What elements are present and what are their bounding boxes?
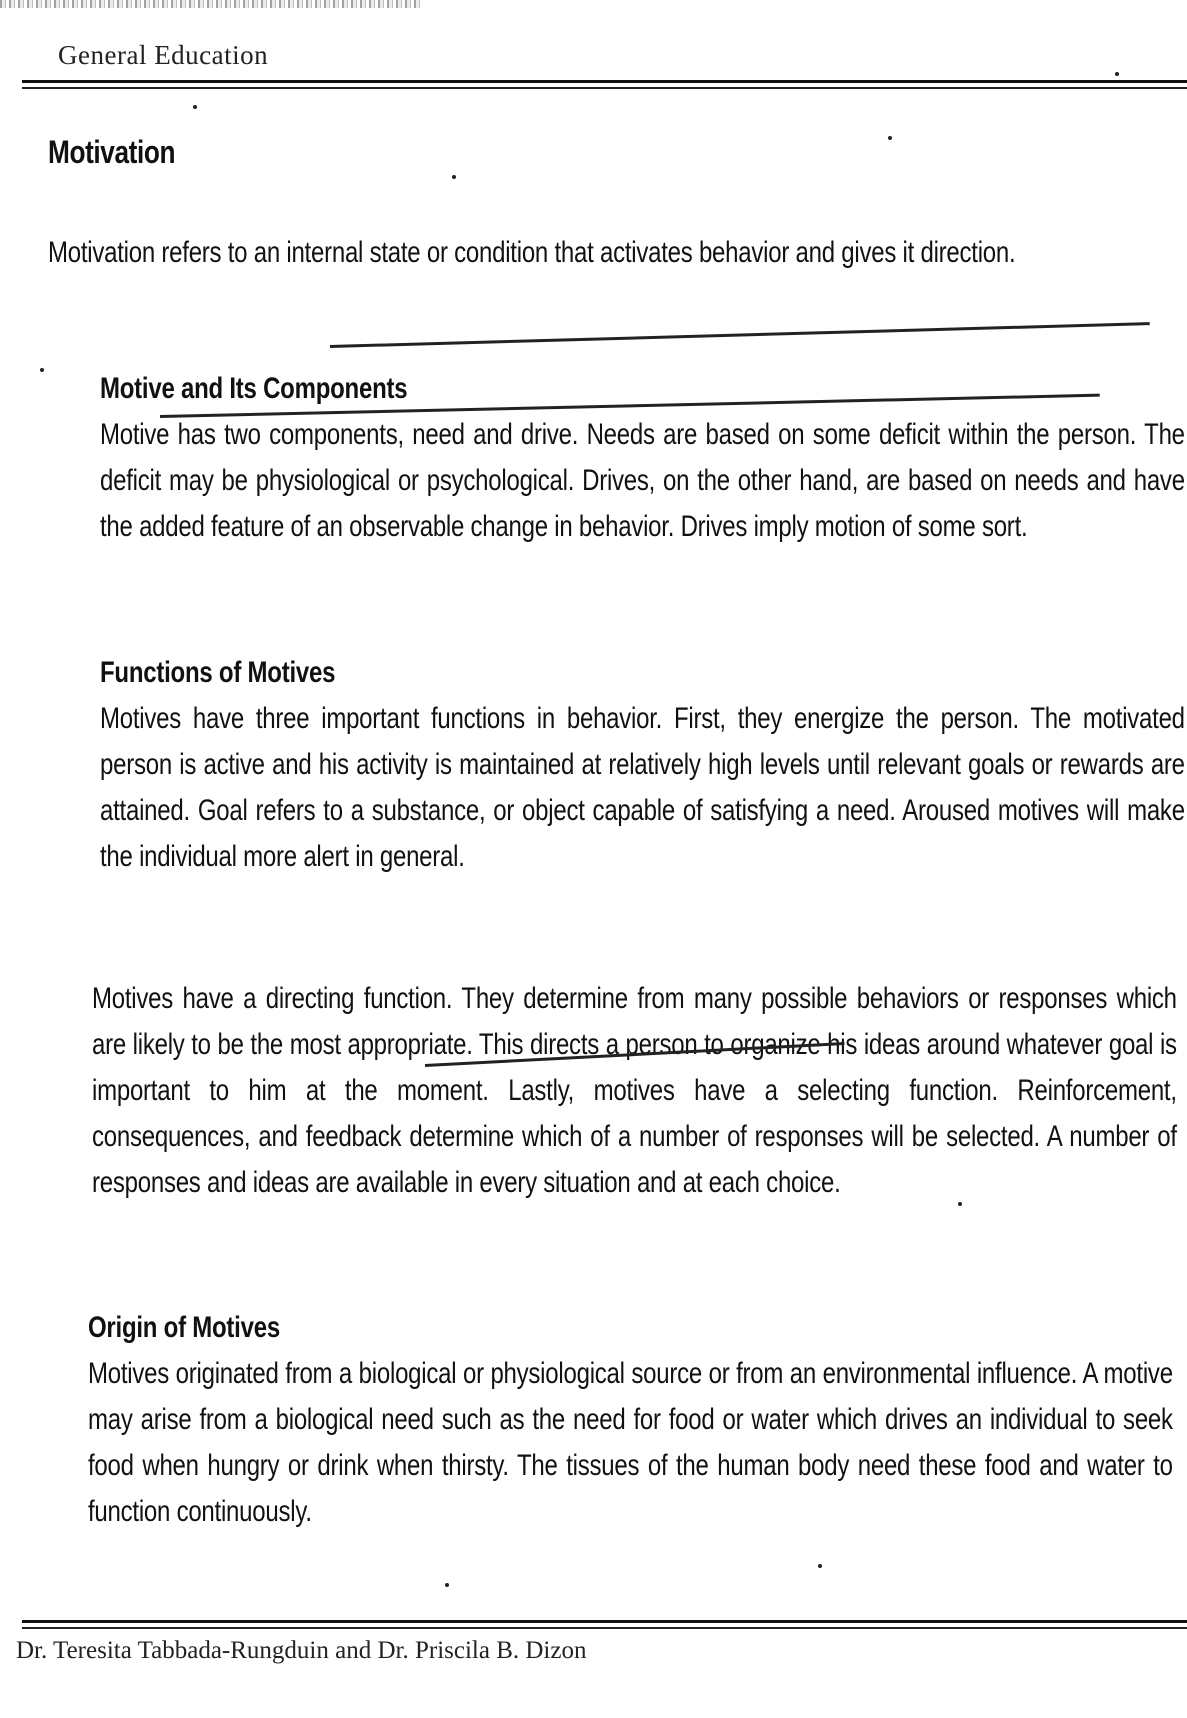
- header-rule: [22, 80, 1187, 89]
- scan-speck: [1115, 72, 1119, 76]
- scan-noise: [0, 0, 420, 8]
- footer-authors: Dr. Teresita Tabbada-Rungduin and Dr. Priscila B. Dizon: [16, 1637, 587, 1664]
- section-motive-components: [100, 366, 1185, 550]
- scan-speck: [40, 368, 44, 372]
- section-heading: Motive and Its Components: [100, 372, 408, 405]
- page-title: Motivation: [48, 134, 176, 170]
- scan-speck: [445, 1583, 449, 1587]
- section-paragraph: Motives have a directing function. They determine from many possible behaviors or responses which are likely to be the most appropriate. This directs a person to organize his ideas around whatever goal is important to him at the moment. Lastly, motives have a selecting function. Reinforcement, consequences, and feedback determine which of a number of responses will be selected. A number of responses and ideas are available in every situation and at each choice.: [92, 982, 1177, 1199]
- section-paragraph: Motive has two components, need and drive. Needs are based on some deficit within the person. The deficit may be physiological or psychological. Drives, on the other hand, are based on needs and have the added feature of an observable change in behavior. Drives imply motion of some sort.: [100, 418, 1185, 543]
- running-head: General Education: [58, 40, 269, 70]
- section-heading: Functions of Motives: [100, 656, 336, 689]
- scan-speck: [193, 105, 197, 109]
- intro-paragraph: Motivation refers to an internal state or condition that activates behavior and gives it direction.: [48, 236, 1016, 269]
- section-functions-of-motives: [100, 650, 1185, 880]
- handwritten-underline: [330, 322, 1150, 348]
- scan-speck: [958, 1202, 962, 1206]
- footer-rule: [22, 1620, 1187, 1629]
- section-origin-of-motives: [88, 1305, 1173, 1535]
- scan-speck: [888, 136, 892, 140]
- scan-speck: [452, 175, 456, 179]
- section-paragraph: Motives originated from a biological or physiological source or from an environmental influence. A motive may arise from a biological need such as the need for food or water which drives an individual to seek food when hungry or drink when thirsty. The tissues of the human body need these food and water to function continuously.: [88, 1357, 1173, 1528]
- section-directing-selecting: [92, 976, 1177, 1206]
- section-paragraph: Motives have three important functions in behavior. First, they energize the person. The motivated person is active and his activity is maintained at relatively high levels until relevant goals or rewards are attained. Goal refers to a substance, or object capable of satisfying a need. Aroused motives will make the individual more alert in general.: [100, 702, 1185, 873]
- scan-speck: [818, 1564, 822, 1568]
- section-heading: Origin of Motives: [88, 1311, 280, 1344]
